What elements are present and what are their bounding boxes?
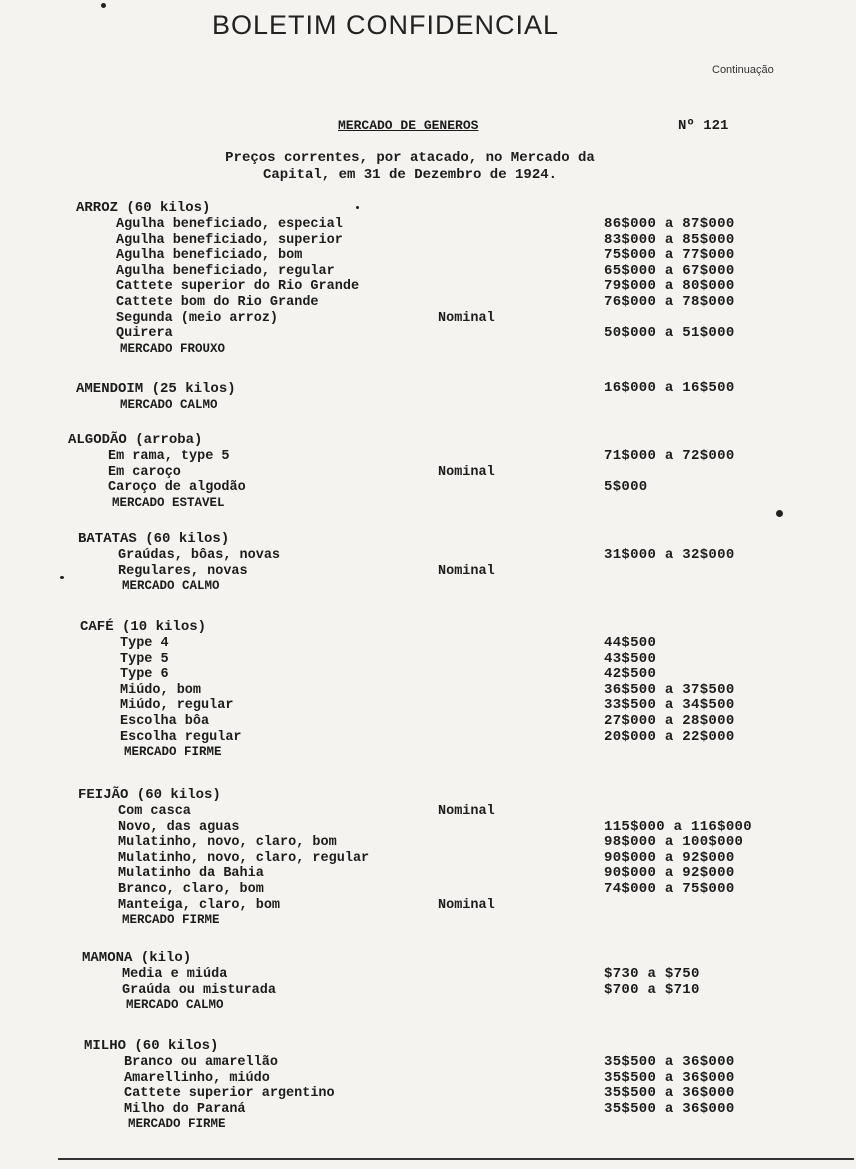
commodity-row — [68, 465, 800, 481]
market-status-row — [78, 579, 800, 595]
bulletin-number: Nº 121 — [678, 118, 729, 134]
commodity-label: Type 6 — [120, 667, 169, 683]
market-status-row — [76, 342, 800, 358]
commodity-row — [76, 295, 800, 311]
commodity-label: Amarellinho, miúdo — [124, 1070, 270, 1086]
commodity-label: Segunda (meio arroz) — [116, 310, 279, 326]
commodity-label: Agulha beneficiado, regular — [116, 263, 335, 279]
market-status: MERCADO CALMO — [126, 998, 224, 1013]
section-feijao — [78, 787, 800, 929]
section-heading — [68, 432, 800, 449]
footer-rule — [58, 1158, 854, 1160]
commodity-row — [76, 248, 800, 264]
market-status: MERCADO FIRME — [122, 913, 220, 928]
commodity-row — [68, 449, 800, 465]
commodity-price: 42$500 — [604, 666, 657, 683]
ink-speck — [776, 510, 783, 517]
commodity-price: 74$000 a 75$000 — [604, 880, 735, 897]
commodity-label: Em caroço — [108, 464, 181, 480]
commodity-row — [78, 820, 800, 836]
commodity-row — [76, 233, 800, 249]
nominal-note: Nominal — [438, 464, 495, 480]
commodity-price: 79$000 a 80$000 — [604, 278, 735, 295]
section-milho — [84, 1038, 800, 1133]
commodity-price: 5$000 — [604, 479, 648, 496]
commodity-label: Mulatinho, novo, claro, regular — [118, 850, 370, 866]
commodity-label: Miúdo, bom — [120, 682, 202, 698]
commodity-row — [82, 983, 800, 999]
market-status: MERCADO CALMO — [120, 398, 218, 412]
nominal-note: Nominal — [438, 804, 495, 819]
commodity-label: Mulatinho, novo, claro, bom — [118, 835, 337, 851]
commodity-row — [84, 1055, 800, 1071]
commodity-row — [80, 652, 800, 668]
commodity-price: 43$500 — [604, 650, 657, 667]
section-heading-text: MAMONA (kilo) — [82, 950, 192, 966]
section-heading-price: 16$000 a 16$500 — [604, 380, 735, 396]
market-status-row — [82, 998, 800, 1014]
commodity-price: $730 a $750 — [604, 966, 700, 982]
commodity-label: Branco, claro, bom — [118, 881, 264, 897]
market-status-row — [80, 745, 800, 761]
commodity-price: 44$500 — [604, 635, 657, 651]
nominal-note: Nominal — [438, 897, 495, 913]
section-heading-text: FEIJÃO (60 kilos) — [78, 787, 221, 803]
market-status: MERCADO FROUXO — [120, 341, 226, 356]
commodity-row — [76, 279, 800, 295]
commodity-price: 90$000 a 92$000 — [604, 849, 735, 866]
commodity-label: Graúdas, bôas, novas — [118, 548, 281, 563]
commodity-price: 33$500 a 34$500 — [604, 697, 735, 714]
commodity-row — [80, 714, 800, 730]
section-arroz — [76, 200, 800, 357]
section-heading — [84, 1038, 800, 1055]
commodity-row — [76, 217, 800, 233]
commodity-row — [82, 967, 800, 983]
commodity-label: Type 5 — [120, 651, 169, 667]
section-heading — [78, 787, 800, 804]
commodity-price: 86$000 a 87$000 — [604, 216, 735, 232]
market-status-row — [84, 1117, 800, 1133]
commodity-row — [78, 882, 800, 898]
commodity-row — [80, 683, 800, 699]
commodity-row — [80, 667, 800, 683]
commodity-row — [78, 548, 800, 564]
ink-speck — [101, 3, 106, 8]
commodity-row — [78, 804, 800, 820]
market-status: MERCADO FIRME — [128, 1117, 226, 1132]
commodity-price: 35$500 a 36$000 — [604, 1085, 735, 1102]
commodity-price: 90$000 a 92$000 — [604, 865, 735, 882]
commodity-row — [80, 730, 800, 746]
commodity-price: 83$000 a 85$000 — [604, 231, 735, 248]
commodity-label: Branco ou amarellão — [124, 1055, 278, 1070]
commodity-row — [80, 698, 800, 714]
market-status-row — [78, 913, 800, 929]
commodity-row — [84, 1102, 800, 1118]
commodity-row — [76, 311, 800, 327]
commodity-price: 98$000 a 100$000 — [604, 834, 744, 851]
commodity-label: Escolha bôa — [120, 713, 210, 729]
continuation-note: Continuação — [712, 64, 774, 76]
commodity-price: 27$000 a 28$000 — [604, 712, 735, 729]
market-status-row — [68, 496, 800, 512]
market-status: MERCADO ESTAVEL — [112, 495, 225, 510]
section-cafe — [80, 619, 800, 761]
commodity-label: Cattete superior do Rio Grande — [116, 279, 360, 295]
commodity-row — [78, 866, 800, 882]
commodity-price: 115$000 a 116$000 — [604, 818, 752, 835]
section-heading — [76, 200, 800, 217]
commodity-row — [80, 636, 800, 652]
commodity-price: 20$000 a 22$000 — [604, 728, 735, 745]
commodity-row — [78, 835, 800, 851]
commodity-price: 65$000 a 67$000 — [604, 262, 735, 279]
subtitle-line-2: Capital, em 31 de Dezembro de 1924. — [262, 167, 558, 183]
market-status: MERCADO FIRME — [124, 745, 222, 760]
section-mamona — [82, 950, 800, 1014]
bulletin-title: BOLETIM CONFIDENCIAL — [212, 10, 560, 40]
market-status-row — [76, 398, 800, 414]
ink-speck — [60, 576, 64, 579]
section-heading-text: MILHO (60 kilos) — [84, 1038, 219, 1054]
commodity-row — [68, 480, 800, 496]
commodity-label: Manteiga, claro, bom — [118, 897, 281, 913]
commodity-price: 35$500 a 36$000 — [604, 1100, 735, 1117]
section-algodao — [68, 432, 800, 511]
section-heading — [76, 381, 800, 398]
commodity-row — [76, 326, 800, 342]
commodity-label: Mulatinho da Bahia — [118, 866, 264, 882]
section-heading-text: ALGODÃO (arroba) — [68, 432, 203, 448]
section-heading-text: CAFÉ (10 kilos) — [80, 619, 207, 635]
commodity-label: Em rama, type 5 — [108, 449, 230, 464]
section-heading — [82, 950, 800, 967]
commodity-row — [78, 898, 800, 914]
commodity-label: Agulha beneficiado, superior — [116, 232, 343, 248]
commodity-label: Agulha beneficiado, especial — [116, 217, 343, 232]
commodity-label: Escolha regular — [120, 729, 242, 745]
subtitle-line-1: Preços correntes, por atacado, no Mercado da — [225, 150, 595, 166]
commodity-price: 35$500 a 36$000 — [604, 1054, 735, 1070]
commodity-row — [84, 1086, 800, 1102]
section-amendoim — [76, 381, 800, 414]
commodity-label: Cattete superior argentino — [124, 1086, 335, 1102]
commodity-label: Agulha beneficiado, bom — [116, 248, 303, 264]
nominal-note: Nominal — [438, 563, 495, 579]
commodity-price: 35$500 a 36$000 — [604, 1069, 735, 1086]
commodity-row — [78, 564, 800, 580]
commodity-price: 50$000 a 51$000 — [604, 325, 735, 342]
commodity-label: Regulares, novas — [118, 563, 248, 579]
commodity-label: Novo, das aguas — [118, 819, 240, 835]
section-batatas — [78, 531, 800, 595]
commodity-label: Graúda ou misturada — [122, 982, 276, 998]
commodity-label: Media e miúda — [122, 967, 228, 982]
market-title: MERCADO DE GENEROS — [338, 118, 479, 133]
commodity-row — [76, 264, 800, 280]
section-heading — [80, 619, 800, 636]
section-heading-text: AMENDOIM (25 kilos) — [76, 381, 236, 397]
section-heading-text: BATATAS (60 kilos) — [78, 531, 230, 547]
commodity-row — [84, 1071, 800, 1087]
section-heading-text: ARROZ (60 kilos) — [76, 200, 211, 216]
section-heading — [78, 531, 800, 548]
commodity-price: $700 a $710 — [604, 981, 700, 998]
subtitle — [150, 150, 670, 184]
commodity-price: 76$000 a 78$000 — [604, 293, 735, 310]
commodity-label: Caroço de algodão — [108, 480, 246, 496]
ink-speck — [356, 206, 359, 209]
commodity-price: 75$000 a 77$000 — [604, 247, 735, 264]
market-status: MERCADO CALMO — [122, 579, 220, 594]
commodity-price: 36$500 a 37$500 — [604, 681, 735, 698]
commodity-price: 71$000 a 72$000 — [604, 448, 735, 464]
commodity-label: Miúdo, regular — [120, 698, 234, 714]
commodity-label: Milho do Paraná — [124, 1101, 246, 1117]
commodity-label: Type 4 — [120, 636, 169, 651]
commodity-price: 31$000 a 32$000 — [604, 547, 735, 563]
commodity-label: Cattete bom do Rio Grande — [116, 294, 319, 310]
nominal-note: Nominal — [438, 310, 495, 326]
commodity-row — [78, 851, 800, 867]
commodity-label: Quirera — [116, 326, 173, 342]
commodity-label: Com casca — [118, 804, 191, 819]
